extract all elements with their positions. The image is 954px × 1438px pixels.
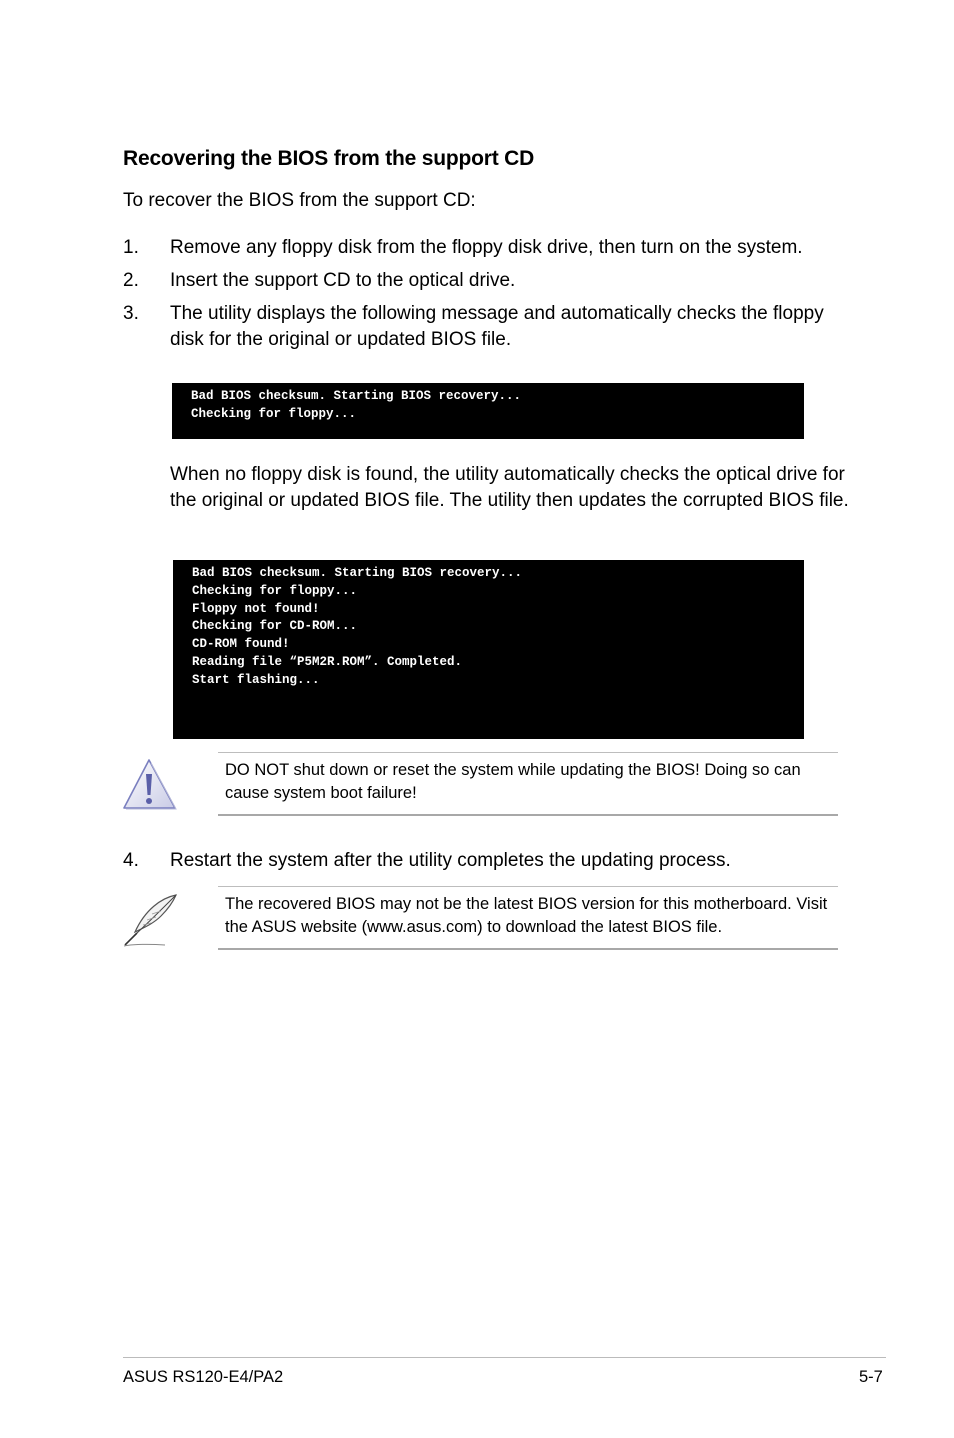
step-text: The utility displays the following message and automatically checks the floppy disk for the original or updated BIOS file. (170, 303, 824, 350)
console-line: Checking for CD-ROM... (192, 619, 358, 634)
console-line: Checking for floppy... (192, 583, 358, 598)
step-number: 3. (123, 303, 139, 324)
step-4 (123, 848, 883, 874)
quill-note-icon (121, 892, 181, 950)
footer-page-number: 5-7 (859, 1368, 883, 1386)
step-number: 1. (123, 237, 139, 258)
console-output-floppy-check (172, 383, 804, 439)
note-text: The recovered BIOS may not be the latest BIOS version for this motherboard. Visit the ASUS website (www.asus.com) to download the latest BIOS file. (225, 895, 828, 936)
step-number: 4. (123, 850, 139, 871)
warning-box (218, 752, 838, 816)
optical-drive-paragraph: When no floppy disk is found, the utility automatically checks the optical drive for the original or updated BIOS file. The utility then updates the corrupted BIOS file. (170, 464, 849, 511)
footer-divider (123, 1357, 886, 1358)
console-line: Reading file “P5M2R.ROM”. Completed. (192, 654, 463, 669)
footer-product-name: ASUS RS120-E4/PA2 (123, 1368, 284, 1386)
console-line: Checking for floppy... (191, 406, 357, 421)
step-2 (123, 268, 883, 294)
warning-icon (122, 757, 178, 812)
section-heading: Recovering the BIOS from the support CD (123, 147, 535, 170)
step-3 (123, 301, 883, 353)
step-1 (123, 235, 883, 261)
warning-text: DO NOT shut down or reset the system while updating the BIOS! Doing so can cause system boot failure! (225, 761, 801, 802)
console-output-cd-recovery (173, 560, 804, 739)
console-line: CD-ROM found! (192, 637, 290, 652)
note-box (218, 886, 838, 950)
step-number: 2. (123, 270, 139, 291)
console-line: Floppy not found! (192, 601, 320, 616)
intro-text: To recover the BIOS from the support CD: (123, 190, 476, 211)
step-text: Remove any floppy disk from the floppy disk drive, then turn on the system. (170, 237, 803, 258)
console-line: Bad BIOS checksum. Starting BIOS recovery... (192, 566, 523, 580)
console-line: Bad BIOS checksum. Starting BIOS recovery... (191, 389, 522, 403)
console-line: Start flashing... (192, 672, 320, 687)
step-text: Restart the system after the utility completes the updating process. (170, 850, 731, 871)
step-text: Insert the support CD to the optical drive. (170, 270, 516, 291)
